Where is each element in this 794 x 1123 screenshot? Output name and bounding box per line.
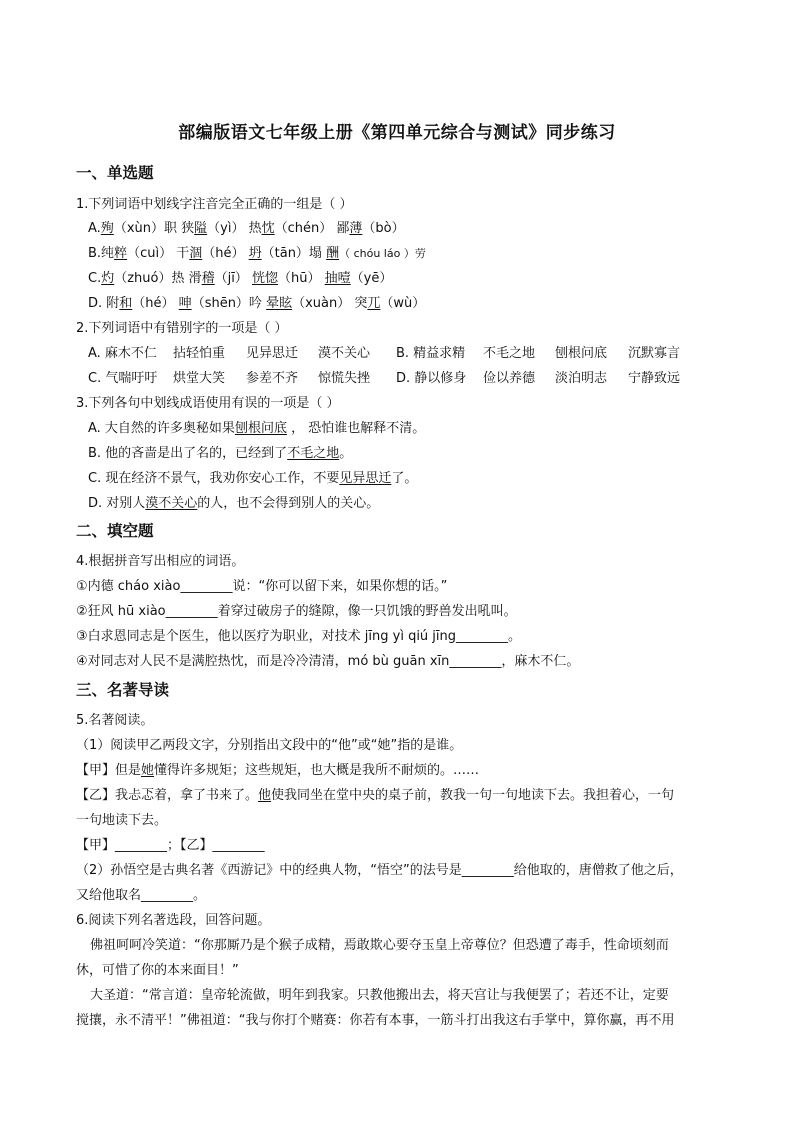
option-a-term: 见异思迁 <box>246 346 299 361</box>
question-1-stem: 1.下列词语中划线字注音完全正确的一组是（ ） <box>76 197 353 212</box>
question-3-option-c: C. 现在经济不景气，我劝你安心工作，不要见异思迁了。 <box>88 471 418 486</box>
option-b-term: B. 精益求精 <box>396 346 466 361</box>
question-1-option-d: D. 附和（hé） 呻（shēn）吟 晕眩（xuàn） 突兀（wù） <box>88 296 426 311</box>
option-c-term: 参差不齐 <box>246 371 299 386</box>
question-5-passage-yi: 【乙】我忐忑着，拿了书来了。他使我同坐在堂中央的桌子前，教我一句一句地读下去。我担着心，一句 <box>76 788 675 803</box>
option-c-term: 惊慌失挫 <box>318 371 371 386</box>
option-b-term: 刨根问底 <box>555 346 608 361</box>
question-3-option-a: A. 大自然的许多奥秘如果刨根问底 ， 恐怕谁也解释不清。 <box>88 421 426 436</box>
option-d-term: 俭以养德 <box>483 371 536 386</box>
question-5-part-2-cont: 又给他取名________。 <box>76 888 207 903</box>
option-a-term: 漠不关心 <box>318 346 371 361</box>
question-5-passage-jia: 【甲】但是她懂得许多规矩；这些规矩，也大概是我所不耐烦的。…… <box>76 763 480 778</box>
question-6-passage-line: 大圣道：“常言道：皇帝轮流做，明年到我家。只教他搬出去，将天宫让与我便罢了；若还不让，定要 <box>90 988 669 1003</box>
question-4-item-2: ②狂风 hū xiào________着穿过破房子的缝隙，像一只饥饿的野兽发出吼叫。 <box>76 604 517 619</box>
question-6-passage-line: 休，可惜了你的本来面目！” <box>76 963 239 978</box>
question-3-stem: 3.下列各句中划线成语使用有误的一项是（ ） <box>76 396 340 411</box>
question-4-item-4: ④对同志对人民不是满腔热忱，而是冷冷清清，mó bù guān xīn________，麻木不仁。 <box>76 654 580 669</box>
section-heading-single-choice: 一、单选题 <box>76 164 154 182</box>
question-1-option-c: C.灼（zhuó）热 滑稽（jī） 恍惚（hū） 抽噎（yē） <box>88 271 393 286</box>
option-d-term: 宁静致远 <box>628 371 681 386</box>
page-title: 部编版语文七年级上册《第四单元综合与测试》同步练习 <box>178 123 616 143</box>
option-d-term: 淡泊明志 <box>555 371 608 386</box>
question-2-stem: 2.下列词语中有错别字的一项是（ ） <box>76 321 288 336</box>
question-5-answer-blanks: 【甲】________；【乙】________ <box>76 838 265 853</box>
option-c-term: C. 气喘吁吁 <box>88 371 158 386</box>
question-5-passage-yi-cont: 一句地读下去。 <box>76 813 168 828</box>
question-1-option-b: B.纯粹（cuì） 干涸（hé） 坍（tān）塌 酬（ chóu láo ）劳 <box>88 246 426 261</box>
option-c-term: 烘堂大笑 <box>173 371 226 386</box>
question-5-stem: 5.名著阅读。 <box>76 713 154 728</box>
option-b-term: 沉默寡言 <box>628 346 681 361</box>
question-6-passage-line: 佛祖呵呵冷笑道：“你那厮乃是个猴子成精，焉敢欺心要夺玉皇上帝尊位？但恐遭了毒手，性命顷刻而 <box>90 938 669 953</box>
question-3-option-d: D. 对别人漠不关心的人，也不会得到别人的关心。 <box>88 496 380 511</box>
question-4-item-1: ①内德 cháo xiào________说：“你可以留下来，如果你想的话。” <box>76 579 448 594</box>
question-1-option-a: A.殉（xùn）职 狭隘（yì） 热忱（chén） 鄙薄（bò） <box>88 221 405 236</box>
question-6-passage-line: 搅攘，永不清平！”佛祖道：“我与你打个赌赛：你若有本事，一筋斗打出我这右手掌中，算你赢，再不用 <box>76 1013 675 1028</box>
question-4-item-3: ③白求恩同志是个医生，他以医疗为职业，对技术 jīng yì qiú jīng________。 <box>76 629 522 644</box>
option-a-term: 拈轻怕重 <box>173 346 226 361</box>
question-5-part-2: （2）孙悟空是古典名著《西游记》中的经典人物，“悟空”的法号是________给他取的，唐僧救了他之后， <box>76 863 683 878</box>
option-a-term: A. 麻木不仁 <box>88 346 157 361</box>
section-heading-classics: 三、名著导读 <box>76 681 170 699</box>
question-5-part-1: （1）阅读甲乙两段文字，分别指出文段中的“他”或“她”指的是谁。 <box>76 738 463 753</box>
question-4-stem: 4.根据拼音写出相应的词语。 <box>76 554 245 569</box>
question-3-option-b: B. 他的吝啬是出了名的，已经到了不毛之地。 <box>88 446 353 461</box>
question-6-stem: 6.阅读下列名著选段，回答问题。 <box>76 913 271 928</box>
option-b-term: 不毛之地 <box>483 346 536 361</box>
section-heading-fill-blank: 二、填空题 <box>76 522 154 540</box>
option-d-term: D. 静以修身 <box>396 371 467 386</box>
